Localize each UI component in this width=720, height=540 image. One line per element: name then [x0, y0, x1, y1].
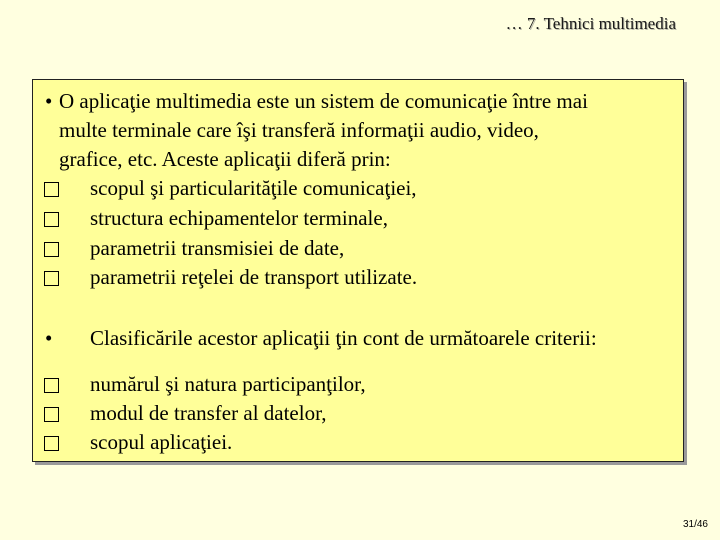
classification-item-2: modul de transfer al datelor, [90, 401, 327, 425]
intro-line-1: O aplicaţie multimedia este un sistem de comunicaţie între mai [59, 89, 588, 113]
criteria-item-4: parametrii reţelei de transport utilizate. [90, 265, 418, 289]
classification-heading: Clasificările acestor aplicaţii ţin cont de următoarele criterii: [90, 326, 597, 350]
checkbox-square-icon [44, 378, 59, 393]
bullet-2: • [45, 326, 53, 350]
intro-line-2: multe terminale care îşi transferă informaţii audio, video, [59, 118, 539, 142]
intro-line-3: grafice, etc. Aceste aplicaţii diferă prin: [59, 147, 391, 171]
checkbox-square-icon [44, 407, 59, 422]
bullet-1: • [45, 89, 53, 113]
criteria-item-3: parametrii transmisiei de date, [90, 236, 345, 260]
checkbox-square-icon [44, 182, 59, 197]
classification-item-3: scopul aplicaţiei. [90, 430, 233, 454]
checkbox-square-icon [44, 271, 59, 286]
content-box [32, 79, 684, 462]
classification-item-1: numărul şi natura participanţilor, [90, 372, 366, 396]
page-number: 31/46 [682, 519, 708, 530]
checkbox-square-icon [44, 242, 59, 257]
criteria-item-2: structura echipamentelor terminale, [90, 206, 388, 230]
checkbox-square-icon [44, 436, 59, 451]
criteria-item-1: scopul şi particularităţile comunicaţiei, [90, 176, 417, 200]
checkbox-square-icon [44, 212, 59, 227]
slide-header-title: … 7. Tehnici multimedia [505, 14, 676, 33]
